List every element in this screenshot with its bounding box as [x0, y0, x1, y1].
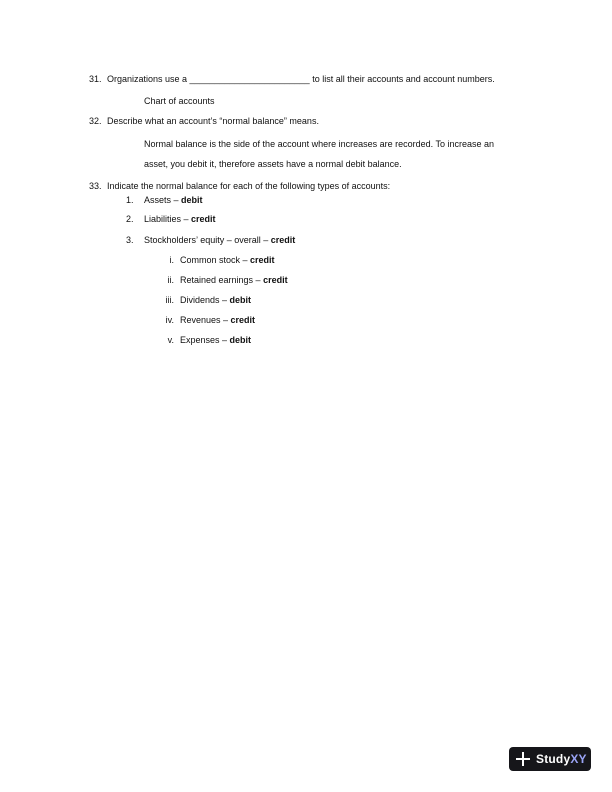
logo-text: [536, 752, 587, 766]
sublist-item-text: [180, 274, 288, 286]
account-label: Expenses –: [180, 335, 230, 345]
question-text-after: to list all their accounts and account numbers.: [309, 74, 495, 84]
question-text: Indicate the normal balance for each of the following types of accounts:: [107, 181, 391, 191]
answer-blank: ________________________: [189, 74, 310, 84]
list-item-text: [144, 234, 295, 246]
question-number: 31.: [89, 74, 102, 84]
sublist-item-number: iii.: [165, 295, 174, 305]
normal-balance: credit: [263, 275, 288, 285]
question-number: 33.: [89, 181, 102, 191]
question-33: [89, 180, 390, 192]
account-label: Revenues –: [180, 315, 231, 325]
question-32: [89, 115, 319, 127]
account-label: Retained earnings –: [180, 275, 264, 285]
list-item-number: 2.: [126, 214, 134, 224]
sublist-item-text: [180, 294, 251, 306]
normal-balance: debit: [229, 335, 252, 345]
sublist-item-number: i.: [169, 255, 174, 265]
list-item-text: [144, 194, 203, 206]
question-text: Describe what an account’s “normal balance” means.: [107, 116, 319, 126]
sublist-item-text: [180, 334, 251, 346]
plus-icon: [516, 752, 530, 766]
normal-balance: credit: [270, 235, 296, 245]
answer-32-line-2: asset, you debit it, therefore assets have a normal debit balance.: [144, 159, 402, 169]
sublist-item-text: [180, 314, 255, 326]
sublist-item-text: [180, 254, 275, 266]
account-label: Liabilities –: [144, 214, 192, 224]
answer-31: Chart of accounts: [144, 96, 215, 106]
question-31: [89, 73, 495, 85]
logo-text-main: Study: [536, 752, 571, 766]
studyxy-logo[interactable]: [509, 747, 591, 771]
list-item-number: 3.: [126, 235, 134, 245]
sublist-item-number: iv.: [165, 315, 174, 325]
normal-balance: credit: [250, 255, 275, 265]
account-label: Common stock –: [180, 255, 251, 265]
logo-text-accent: XY: [570, 752, 587, 766]
answer-32-line-1: Normal balance is the side of the account where increases are recorded. To increase an: [144, 139, 495, 149]
account-label: Assets –: [144, 195, 182, 205]
list-item-number: 1.: [126, 195, 134, 205]
account-label: Stockholders’ equity – overall –: [144, 235, 271, 245]
normal-balance: credit: [191, 214, 216, 224]
list-item-text: [144, 213, 216, 225]
sublist-item-number: v.: [167, 335, 174, 345]
normal-balance: debit: [229, 295, 252, 305]
account-label: Dividends –: [180, 295, 230, 305]
sublist-item-number: ii.: [167, 275, 174, 285]
question-text-before: Organizations use a: [107, 74, 190, 84]
normal-balance: credit: [230, 315, 256, 325]
question-number: 32.: [89, 116, 102, 126]
normal-balance: debit: [181, 195, 203, 205]
